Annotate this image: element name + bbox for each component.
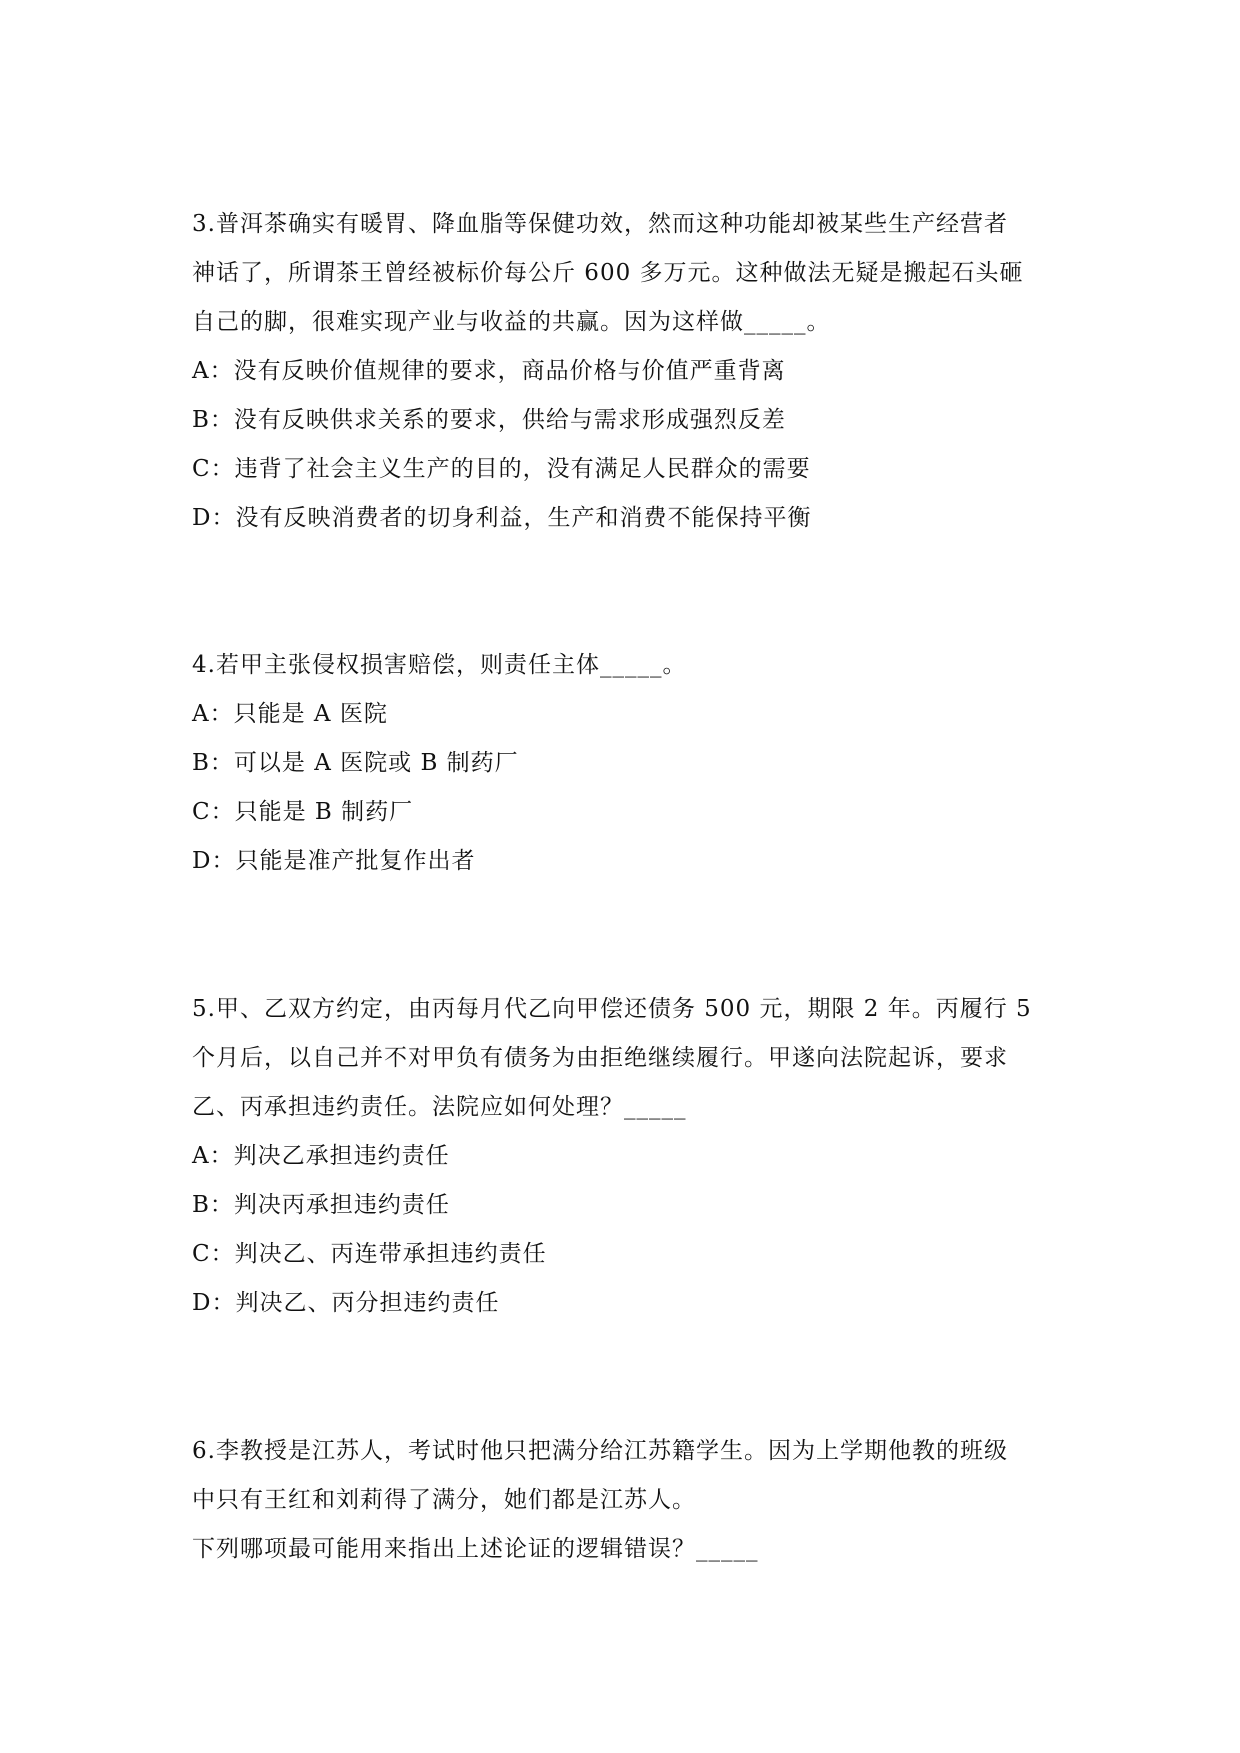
option-c: C：判决乙、丙连带承担违约责任 [192,1241,547,1267]
option-d: D：判决乙、丙分担违约责任 [192,1290,500,1316]
option-d: D：只能是准产批复作出者 [192,848,476,874]
question-stem-line: 个月后，以自己并不对甲负有债务为由拒绝继续履行。甲遂向法院起诉，要求 [192,1045,1008,1071]
option-c: C：违背了社会主义生产的目的，没有满足人民群众的需要 [192,456,811,482]
question-stem-line: 下列哪项最可能用来指出上述论证的逻辑错误？_____ [192,1536,759,1562]
question-stem-line: 6.李教授是江苏人，考试时他只把满分给江苏籍学生。因为上学期他教的班级 [192,1438,1008,1464]
question-stem-line: 中只有王红和刘莉得了满分，她们都是江苏人。 [192,1487,696,1513]
question-stem-line: 4.若甲主张侵权损害赔偿，则责任主体_____。 [192,652,687,678]
question-stem-line: 乙、丙承担违约责任。法院应如何处理？_____ [192,1094,687,1120]
question-stem-line: 5.甲、乙双方约定，由丙每月代乙向甲偿还债务 500 元，期限 2 年。丙履行 5 [192,996,1032,1022]
question-stem-line: 自己的脚，很难实现产业与收益的共赢。因为这样做_____。 [192,309,831,335]
option-a: A：没有反映价值规律的要求，商品价格与价值严重背离 [192,358,786,384]
question-stem-line: 神话了，所谓茶王曾经被标价每公斤 600 多万元。这种做法无疑是搬起石头砸 [192,260,1024,286]
option-b: B：可以是 A 医院或 B 制药厂 [192,750,519,776]
option-d: D：没有反映消费者的切身利益，生产和消费不能保持平衡 [192,505,812,531]
option-a: A：判决乙承担违约责任 [192,1143,450,1169]
question-6 [192,1427,1052,1574]
question-stem-line: 3.普洱茶确实有暖胃、降血脂等保健功效，然而这种功能却被某些生产经营者 [192,211,1008,237]
option-b: B：没有反映供求关系的要求，供给与需求形成强烈反差 [192,407,786,433]
question-5 [192,985,1052,1328]
question-3 [192,200,1052,543]
question-4 [192,641,1052,886]
option-a: A：只能是 A 医院 [192,701,388,727]
option-b: B：判决丙承担违约责任 [192,1192,450,1218]
option-c: C：只能是 B 制药厂 [192,799,414,825]
